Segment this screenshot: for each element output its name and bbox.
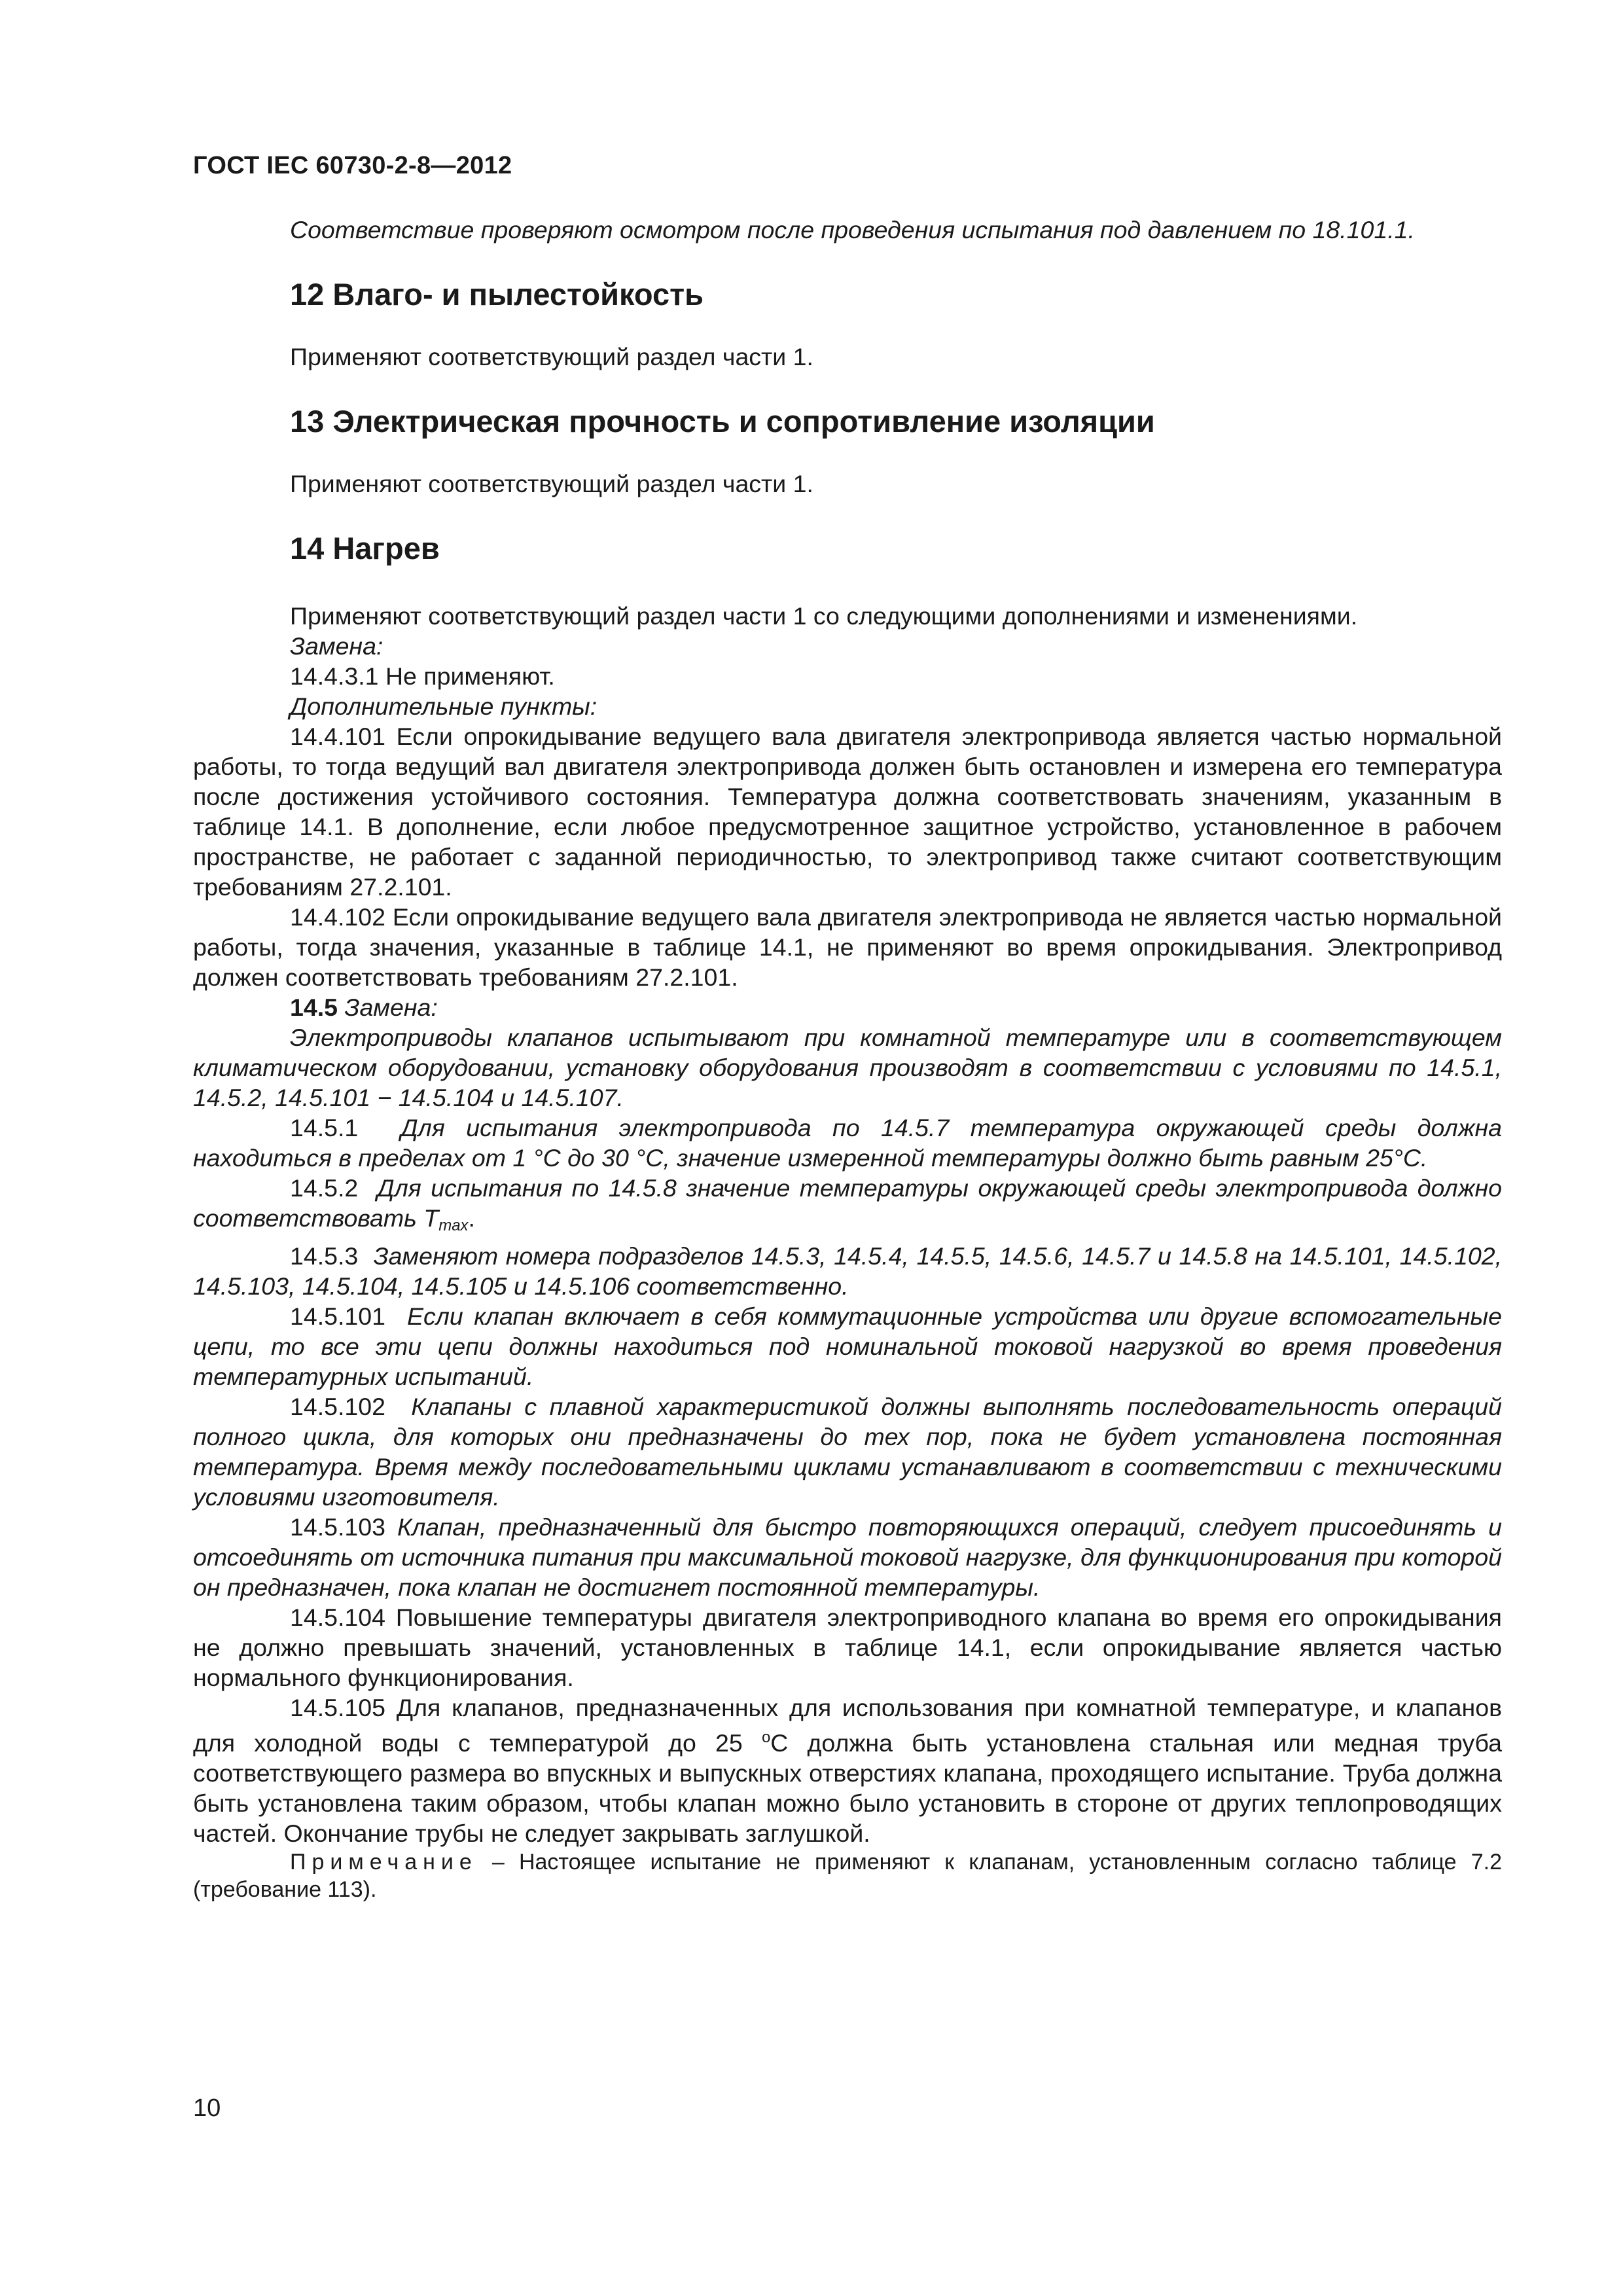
clause-14-5-2-number: 14.5.2 [290, 1174, 359, 1202]
clause-14-5-2-text: Для испытания по 14.5.8 значение температуры окружающей среды электропривода должно соответствовать [193, 1174, 1502, 1232]
clause-14-5-101-text: Если клапан включает в себя коммутационные устройства или другие вспомогательные цепи, то все эти цепи должны находиться под номинальной токовой нагрузкой во время проведения температурных испытаний. [193, 1302, 1502, 1390]
paragraph-intro: Соответствие проверяют осмотром после проведения испытания под давлением по 18.101.1. [290, 216, 1415, 243]
clause-14-5-number: 14.5 [290, 994, 338, 1021]
clause-14-5-105-text-b: С должна быть установлена стальная или медная труба соответствующего размера во впускных и выпускных отверстиях клапана, проходящего испытание. Труба должна быть установлена таким образом, чтобы клапан можно было установить в стороне от других теплопроводящих частей. Окончание трубы не следует закрывать заглушкой. [193, 1729, 1503, 1847]
section-14-title: 14 Нагрев [290, 531, 440, 565]
clause-14-5-3 [193, 1241, 1502, 1301]
clause-14-5-102-number: 14.5.102 [290, 1393, 385, 1420]
clause-14-5-1-number: 14.5.1 [290, 1114, 359, 1141]
clause-14-5-label: Замена: [344, 994, 438, 1021]
note-label: Примечание [290, 1850, 478, 1874]
section-14-additional-label: Дополнительные пункты: [290, 692, 597, 720]
section-13-title: 13 Электрическая прочность и сопротивление изоляции [290, 404, 1155, 439]
document-code-header: ГОСТ IEC 60730-2-8—2012 [193, 152, 512, 179]
clause-14-5-1 [193, 1113, 1502, 1173]
page-number: 10 [193, 2094, 221, 2122]
clause-14-5-2-symbol: T [423, 1204, 439, 1232]
clause-14-5-heading [193, 992, 1502, 1022]
clause-14-5-104: 14.5.104 Повышение температуры двигателя электроприводного клапана во время его опрокидывания не должно превышать значений, установленных в таблице 14.1, если опрокидывание является частью нормального функционирования. [193, 1604, 1502, 1691]
clause-14-5-105-text-a: 14.5.105 Для клапанов, предназначенных для использования при комнатной температуре, и клапанов для холодной воды с температурой до 25 [193, 1694, 1502, 1757]
clause-14-4-3-1: 14.4.3.1 Не применяют. [290, 662, 555, 690]
clause-14-5-3-number: 14.5.3 [290, 1242, 359, 1270]
clause-14-5-1-text: Для испытания электропривода по 14.5.7 температура окружающей среды должна находиться в пределах от 1 °С до 30 °С, значение измеренной температуры должно быть равным 25°С. [193, 1114, 1503, 1172]
clause-14-5-102 [193, 1391, 1502, 1512]
clause-14-5-105 [193, 1693, 1502, 1848]
clause-14-5-103 [193, 1512, 1502, 1602]
clause-14-5-101-number: 14.5.101 [290, 1302, 385, 1330]
clause-14-5-3-text: Заменяют номера подразделов 14.5.3, 14.5.4, 14.5.5, 14.5.6, 14.5.7 и 14.5.8 на 14.5.101, 14.5.102, 14.5.103, 14.5.104, 14.5.105 и 14.5.106 соответственно. [193, 1242, 1502, 1300]
clause-14-5-2-subscript: max [438, 1217, 469, 1234]
section-14-text: Применяют соответствующий раздел части 1 со следующими дополнениями и изменениями. [290, 602, 1358, 630]
clause-14-5-103-number: 14.5.103 [290, 1513, 385, 1541]
section-12-text: Применяют соответствующий раздел части 1. [290, 343, 813, 370]
page-content [193, 215, 1502, 1903]
note-text: – Настоящее испытание не применяют к клапанам, установленным согласно таблице 7.2 (требование 113). [193, 1850, 1502, 1902]
section-14-replace-label: Замена: [290, 632, 383, 660]
clause-14-5-101 [193, 1301, 1502, 1391]
clause-14-5-103-text: Клапан, предназначенный для быстро повторяющихся операций, следует присоединять и отсоединять от источника питания при максимальной токовой нагрузке, для функционирования при которой он предназначен, пока клапан не достигнет постоянной температуры. [193, 1513, 1503, 1601]
clause-14-5-102-text: Клапаны с плавной характеристикой должны выполнять последовательность операций полного цикла, для которых они предназначены до тех пор, пока не будет установлена постоянная температура. Время между последовательными циклами устанавливают в соответствии с техническими условиями изготовителя. [193, 1393, 1502, 1511]
section-13-text: Применяют соответствующий раздел части 1. [290, 470, 813, 497]
degree-symbol: о [761, 1729, 771, 1746]
section-12-title: 12 Влаго- и пылестойкость [290, 277, 704, 312]
clause-14-5-2: 14.5.2 Для испытания по 14.5.8 значение температуры окружающей среды электропривода должно соответствовать $T_{max}$. [193, 1174, 1502, 1234]
clause-14-4-101: 14.4.101 Если опрокидывание ведущего вала двигателя электропривода является частью нормальной работы, то тогда ведущий вал двигателя электропривода должен быть остановлен и измерена его температура после достижения устойчивого состояния. Температура должна соответствовать значениям, указанным в таблице 14.1. В дополнение, если любое предусмотренное защитное устройство, установленное в рабочем пространстве, не работает с заданной периодичностью, то электропривод также считают соответствующим требованиям 27.2.101. [193, 723, 1502, 901]
clause-14-4-102: 14.4.102 Если опрокидывание ведущего вала двигателя электропривода не является частью нормальной работы, тогда значения, указанные в таблице 14.1, не применяют во время опрокидывания. Электропривод должен соответствовать требованиям 27.2.101. [193, 903, 1502, 991]
note-paragraph [193, 1848, 1502, 1903]
clause-14-5-text: Электроприводы клапанов испытывают при комнатной температуре или в соответствующем климатическом оборудовании, установку оборудования производят в соответствии с условиями по 14.5.1, 14.5.2, 14.5.101 − 14.5.104 и 14.5.107. [193, 1024, 1502, 1111]
